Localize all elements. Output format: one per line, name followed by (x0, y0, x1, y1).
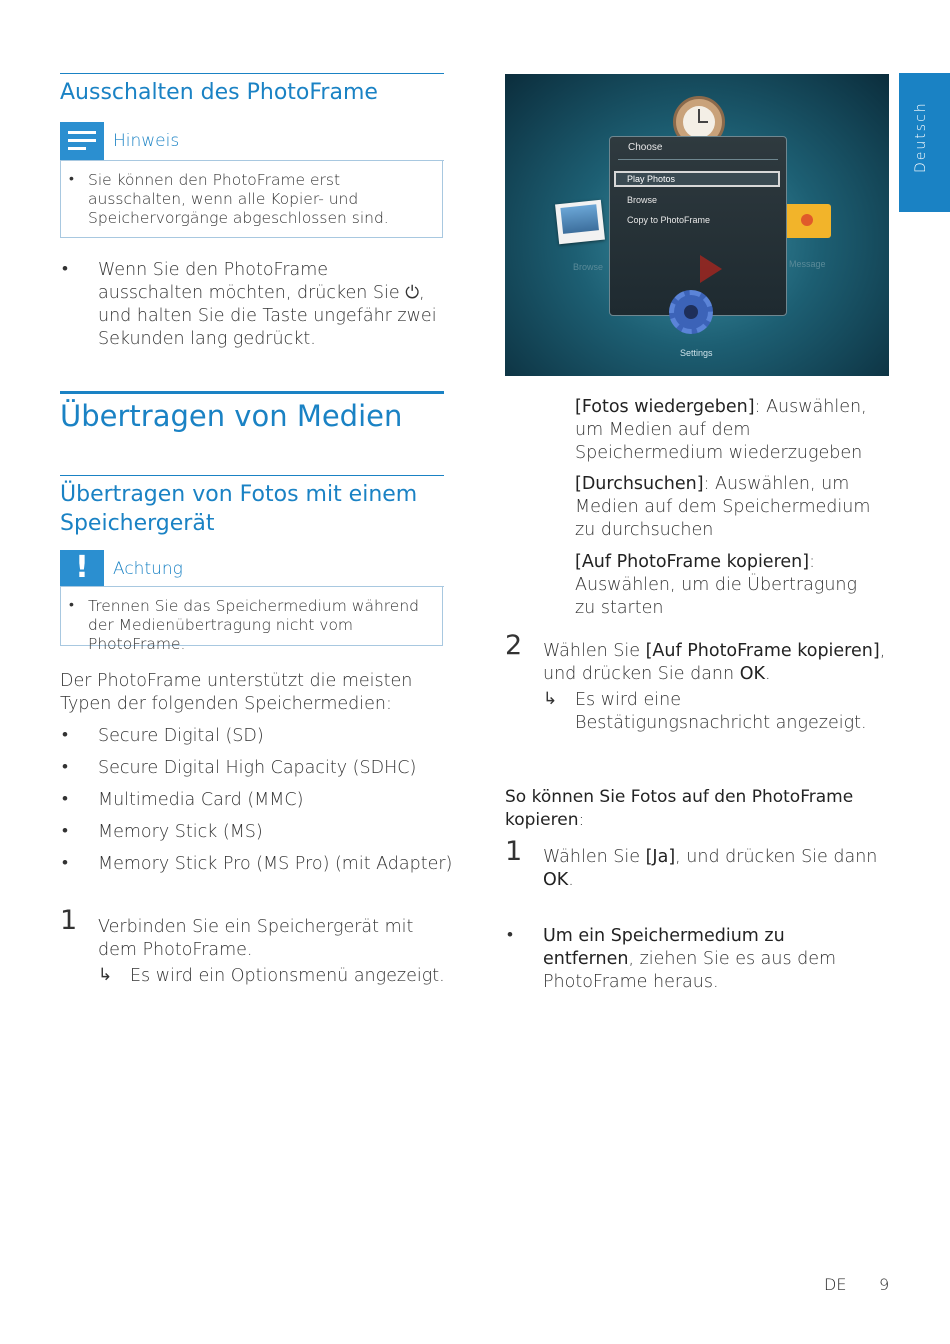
menu-item-play-photos[interactable]: Play Photos (614, 171, 780, 187)
warning-text: Trennen Sie das Speichermedium während der Medienübertragung nicht vom PhotoFrame. (88, 597, 420, 653)
menu-item-browse[interactable]: Browse (627, 195, 658, 205)
step-number: 2 (505, 630, 523, 661)
warning-title: Achtung (113, 559, 183, 579)
step-2-result: Es wird eine Bestätigungsnachricht angezeigt. (575, 690, 867, 733)
option-copy: [Auf PhotoFrame kopieren]: Auswählen, um die Übertragung zu starten (575, 552, 857, 618)
result-arrow-icon: ↳ (98, 965, 113, 985)
settings-gear-icon (669, 290, 713, 334)
menu-item-copy[interactable]: Copy to PhotoFrame (627, 215, 711, 225)
result-arrow-icon: ↳ (543, 689, 558, 709)
power-icon: ⏻ (405, 283, 420, 303)
photos-stack-icon (555, 200, 605, 245)
play-icon (700, 255, 722, 283)
note-icon (60, 122, 104, 160)
section-title-power-off: Ausschalten des PhotoFrame (60, 80, 378, 105)
message-envelope-icon (783, 204, 831, 238)
language-tab (899, 73, 950, 212)
note-title: Hinweis (113, 131, 180, 151)
step-1-text: Verbinden Sie ein Speichergerät mit dem PhotoFrame. (98, 917, 414, 960)
page-number: 9 (879, 1275, 890, 1294)
section-rule (60, 73, 444, 74)
settings-label: Settings (680, 348, 713, 358)
media-item: Secure Digital (SD) (98, 726, 264, 746)
media-item: Memory Stick (MS) (98, 822, 263, 842)
main-title: Übertragen von Medien (60, 399, 403, 433)
note-text: Sie können den PhotoFrame erst ausschalten, wenn alle Kopier- und Speichervorgänge abgeschlossen sind. (88, 171, 389, 227)
power-off-instruction: Wenn Sie den PhotoFrame ausschalten möchten, drücken Sie ⏻, und halten Sie die Taste ungefähr zwei Sekunden lang gedrückt. (98, 260, 437, 349)
section-title-transfer: Übertragen von Fotos mit einem Speichergerät (60, 482, 418, 536)
step-number: 1 (60, 905, 78, 936)
media-intro: Der PhotoFrame unterstützt die meisten Typen der folgenden Speichermedien: (60, 671, 413, 714)
exclamation-icon: ! (60, 550, 104, 586)
warning-header (60, 550, 444, 590)
menu-title: Choose (628, 142, 663, 153)
note-box: • Sie können den PhotoFrame erst ausschalten, wenn alle Kopier- und Speichervorgänge abgeschlossen sind. (60, 160, 443, 238)
option-play-photos: [Fotos wiedergeben]: Auswählen, um Medien auf dem Speichermedium wiederzugeben (575, 397, 867, 463)
media-item: Multimedia Card (MMC) (98, 790, 304, 810)
media-item: Secure Digital High Capacity (SDHC) (98, 758, 417, 778)
copy-heading: So können Sie Fotos auf den PhotoFrame kopieren: (505, 787, 854, 830)
step-number: 1 (505, 836, 523, 867)
step-1-result: Es wird ein Optionsmenü angezeigt. (130, 966, 445, 986)
step-2-text: Wählen Sie [Auf PhotoFrame kopieren], und drücken Sie dann OK. (543, 641, 886, 684)
copy-step-text: Wählen Sie [Ja], und drücken Sie dann OK. (543, 847, 878, 890)
message-label: Message (789, 259, 826, 269)
choose-menu (609, 136, 787, 316)
option-browse: [Durchsuchen]: Auswählen, um Medien auf dem Speichermedium zu durchsuchen (575, 474, 871, 540)
browse-label: Browse (573, 262, 604, 272)
main-title-rule (60, 391, 444, 394)
warning-box: • Trennen Sie das Speichermedium während der Medienübertragung nicht vom PhotoFrame. (60, 586, 443, 646)
section-rule-2 (60, 475, 444, 476)
language-tab-label: Deutsch (913, 101, 929, 173)
remove-instruction: Um ein Speichermedium zu entfernen, ziehen Sie es aus dem PhotoFrame heraus. (543, 926, 837, 992)
footer-language: DE (824, 1275, 847, 1294)
note-header (60, 122, 444, 162)
media-item: Memory Stick Pro (MS Pro) (mit Adapter) (98, 854, 453, 874)
photoframe-menu-screenshot (505, 74, 889, 376)
